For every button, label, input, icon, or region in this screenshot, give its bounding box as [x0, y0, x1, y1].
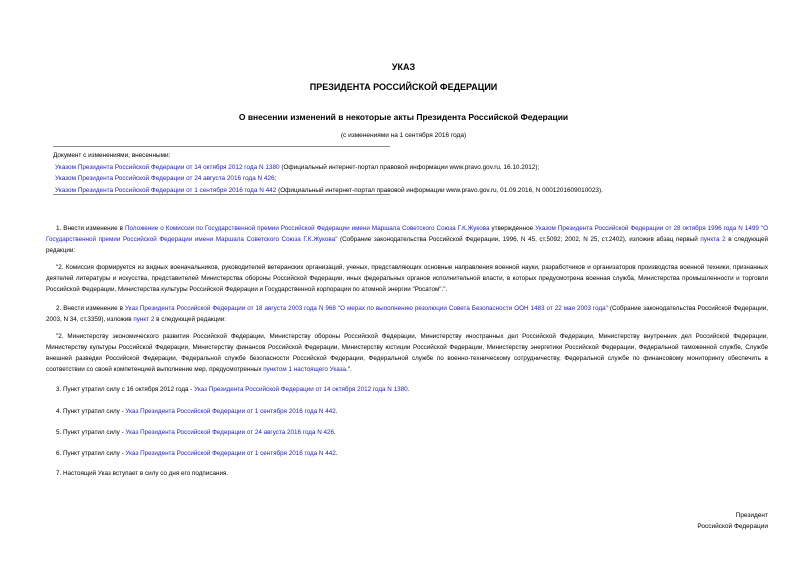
p6-link[interactable]: Указ Президента Российской Федерации от 1 сентября 2016 года N 442 — [125, 408, 336, 415]
p3-link-2[interactable]: пункт 2 — [133, 316, 155, 323]
p5-text-b: . — [407, 386, 410, 393]
changes-note-1: (Официальный интернет-портал правовой информации www.pravo.gov.ru, 16.10.2012); — [279, 163, 540, 171]
p1-text-d: в следующей редакции: — [46, 236, 768, 254]
changes-link-3[interactable]: Указом Президента Российской Федерации от 1 сентября 2016 года N 442 — [55, 186, 277, 194]
doc-subtitle: О внесении изменений в некоторые акты Президента Российской Федерации — [238, 112, 569, 122]
p3-link-1[interactable]: Указ Президента Российской Федерации от 18 августа 2003 года N 968 "О мерах по выполнению резолюции Совета Безопасности ООН 1483 от 22 мая 2003 года" — [124, 305, 608, 312]
doc-title: УКАЗ — [391, 62, 416, 72]
p7-text-a: 5. Пункт утратил силу - — [56, 429, 126, 436]
changes-item — [53, 162, 773, 174]
p1-link-1[interactable]: Положение о Комиссии по Государственной премии Российской Федерации имени Маршала Советского Союза Г.К.Жукова — [125, 225, 490, 232]
changes-note-3: (Официальный интернет-портал правовой информации www.pravo.gov.ru, 01.09.2016, N 0001201609010023). — [276, 186, 603, 194]
p5-text-a: 3. Пункт утратил силу с 16 октября 2012 года - — [56, 386, 195, 393]
paragraph-3 — [46, 303, 768, 325]
divider-top — [53, 146, 390, 147]
p4-text-a: "2. Министерству экономического развития Российской Федерации, Министерству обороны Российской Федерации, Министерству иностранных дел Российской Федерации, Министерству внутренних дел Российской Федерации, Министерству культуры Российской Федерации, Министерству финансов Российской Федерации, Министерству юстиции Российской Федерации, Министерству энергетики Российской Федерации, Федеральной таможенной службе, Службе внешней разведки Российской Федерации, Федеральной службе безопасности Российской Федерации, Федеральной службе по военно-техническому сотрудничеству, Федеральной службе по финансовому мониторингу обеспечить в соответствии со своей компетенцией выполнение мер, предусмотренных — [46, 333, 768, 373]
paragraph-9: 7. Настоящий Указ вступает в силу со дня его подписания. — [56, 470, 229, 477]
p6-text-b: . — [335, 408, 338, 415]
p1-link-3[interactable]: пункта 2 — [700, 236, 726, 243]
p7-link[interactable]: Указ Президента Российской Федерации от 24 августа 2016 года N 426 — [125, 429, 335, 436]
p8-text-a: 6. Пункт утратил силу - — [56, 450, 126, 457]
changes-link-2[interactable]: Указом Президента Российской Федерации от 24 августа 2016 года N 426 — [55, 175, 275, 182]
changes-label: Документ с изменениями, внесенными: — [53, 152, 171, 159]
p1-link-2[interactable]: Указом Президента Российской Федерации от 28 октября 1996 года N 1499 "О Государственной премии Российской Федерации имени Маршала Советского Союза Г.К.Жукова" — [46, 225, 768, 243]
p3-text-b: (Собрание законодательства Российской Федерации, 2003, N 34, ст.3359), изложив — [46, 305, 768, 323]
changes-link-1[interactable]: Указом Президента Российской Федерации от 14 октября 2012 года N 1380 — [55, 163, 280, 171]
p1-text-c: (Собрание законодательства Российской Федерации, 1996, N 45, ст.5092; 2002, N 25, ст.2402), изложив абзац первый — [337, 236, 701, 243]
divider-bottom — [53, 194, 390, 195]
paragraph-4 — [46, 331, 768, 375]
p3-text-a: 2. Внести изменение в — [56, 305, 125, 312]
signature-org: Российской Федерации — [697, 523, 768, 530]
p7-text-b: . — [334, 429, 336, 436]
paragraph-1 — [46, 223, 768, 256]
changes-note-2: ; — [274, 175, 277, 182]
p4-text-b: .". — [346, 366, 352, 373]
p6-text-a: 4. Пункт утратил силу - — [56, 408, 126, 415]
signature-title: Президент — [735, 512, 768, 519]
doc-edition: (с изменениями на 1 сентября 2016 года) — [340, 132, 467, 139]
p8-text-b: . — [335, 450, 338, 457]
p8-link[interactable]: Указ Президента Российской Федерации от 1 сентября 2016 года N 442 — [125, 450, 336, 457]
changes-block — [53, 150, 773, 196]
paragraph-8 — [46, 448, 768, 459]
p5-link[interactable]: Указ Президента Российской Федерации от 14 октября 2012 года N 1380 — [194, 386, 408, 393]
paragraph-6 — [46, 406, 768, 417]
paragraph-7 — [46, 427, 768, 438]
changes-item — [53, 173, 773, 185]
signature-block — [697, 510, 768, 532]
paragraph-2: "2. Комиссия формируется из видных военачальников, руководителей ветеранских организаций, ученых, представляющих основные направления военной науки, разработчиков и организаторов производства военной техники, признанных деятелей литературы и искусства, представителей Министерства обороны Российской Федерации, иных федеральных органов исполнительной власти, в которых предусмотрена военная служба, Министерства промышленности и торговли Российской Федерации, Министерства культуры Российской Федерации и Государственной корпорации по атомной энергии "Росатом".". — [46, 264, 768, 293]
doc-issuer: ПРЕЗИДЕНТА РОССИЙСКОЙ ФЕДЕРАЦИИ — [309, 82, 498, 92]
p1-text-a: 1. Внести изменение в — [56, 225, 126, 232]
paragraph-5 — [46, 384, 768, 395]
p3-text-c: в следующей редакции: — [154, 316, 226, 323]
p4-link-1[interactable]: пунктом 1 настоящего Указа — [263, 366, 347, 373]
p1-text-b: утвержденное — [489, 225, 536, 232]
